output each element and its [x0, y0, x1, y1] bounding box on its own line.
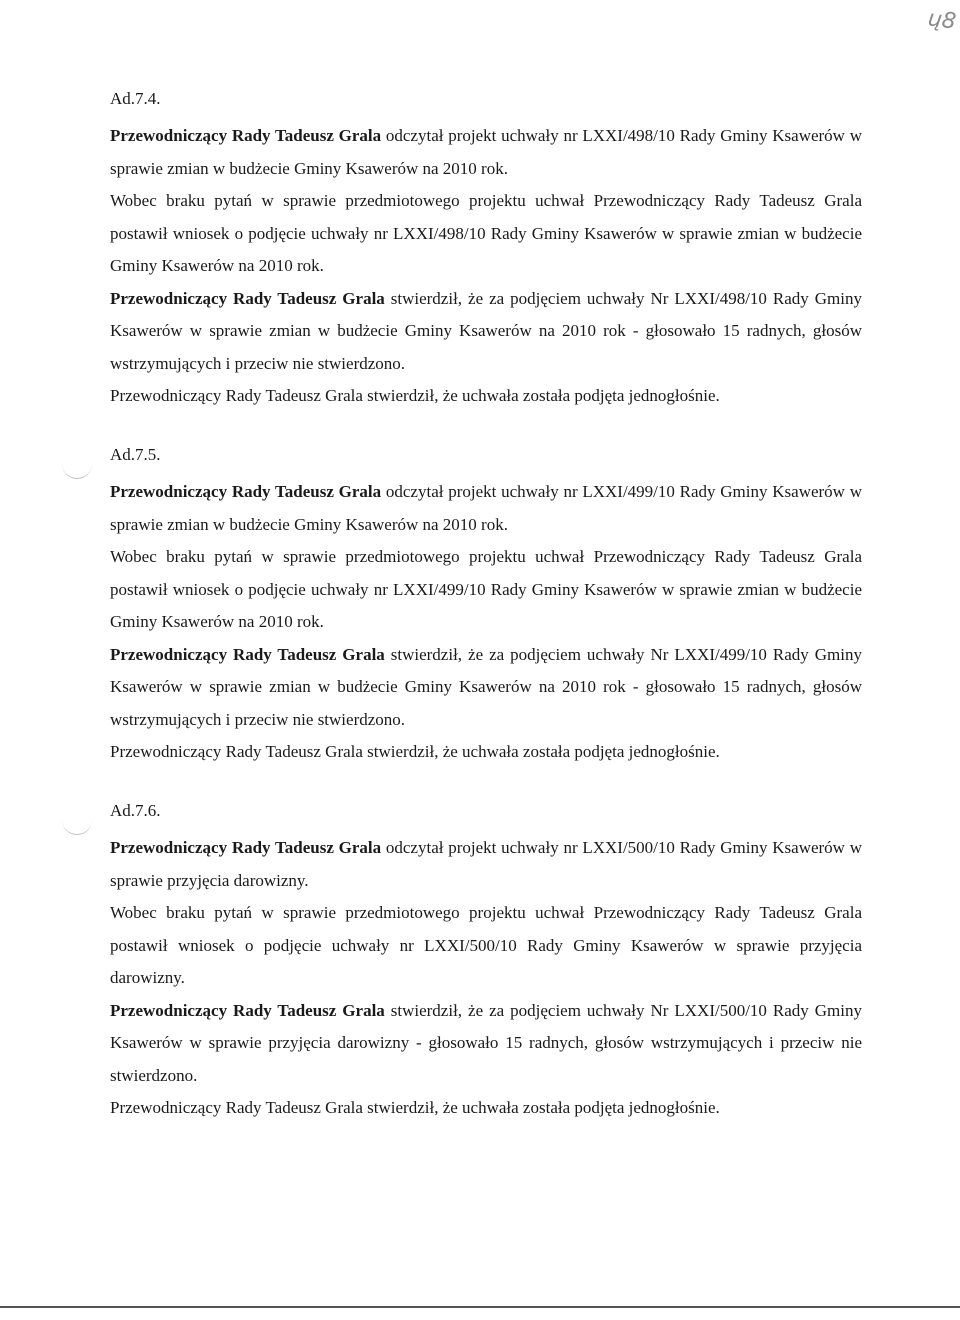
margin-mark	[62, 462, 92, 479]
paragraph-reading	[110, 120, 862, 185]
chairman-name: Przewodniczący Rady Tadeusz Grala	[110, 482, 382, 501]
paragraph-vote	[110, 995, 862, 1093]
paragraph-text: Wobec braku pytań w sprawie przedmiotowego projektu uchwał Przewodniczący Rady Tadeusz Grala postawił wniosek o podjęcie uchwały nr LXXI/500/10 Rady Gminy Ksawerów w sprawie przyjęcia darowizny.	[110, 903, 862, 987]
margin-mark	[62, 818, 92, 835]
section-heading: Ad.7.5.	[110, 445, 161, 464]
paragraph-text: Przewodniczący Rady Tadeusz Grala stwierdził, że uchwała została podjęta jednogłośnie.	[110, 742, 720, 761]
paragraph-text: stwierdził, że za podjęciem uchwały Nr LXXI/499/10 Rady Gminy Ksawerów w sprawie zmian w budżecie Gminy Ksawerów na 2010 rok - głosowało 15 radnych, głosów wstrzymujących i przeciw nie stwierdzono.	[110, 644, 862, 729]
section-ad-7-4	[110, 88, 862, 413]
paragraph-text: Wobec braku pytań w sprawie przedmiotowego projektu uchwał Przewodniczący Rady Tadeusz Grala postawił wniosek o podjęcie uchwały nr LXXI/499/10 Rady Gminy Ksawerów w sprawie zmian w budżecie Gminy Ksawerów na 2010 rok.	[110, 547, 862, 631]
paragraph-result	[110, 1092, 862, 1125]
paragraph-vote	[110, 639, 862, 737]
paragraph-motion	[110, 541, 862, 639]
section-ad-7-6	[110, 800, 862, 1125]
paragraph-motion	[110, 185, 862, 283]
paragraph-text: odczytał projekt uchwały nr LXXI/500/10 Rady Gminy Ksawerów w sprawie przyjęcia darowizny.	[110, 838, 862, 890]
paragraph-text: Przewodniczący Rady Tadeusz Grala stwierdził, że uchwała została podjęta jednogłośnie.	[110, 386, 720, 405]
paragraph-text: Wobec braku pytań w sprawie przedmiotowego projektu uchwał Przewodniczący Rady Tadeusz Grala postawił wniosek o podjęcie uchwały nr LXXI/498/10 Rady Gminy Ksawerów w sprawie zmian w budżecie Gminy Ksawerów na 2010 rok.	[110, 191, 862, 275]
section-heading: Ad.7.6.	[110, 801, 161, 820]
scan-edge-line	[0, 1306, 960, 1308]
section-ad-7-5	[110, 444, 862, 769]
paragraph-result	[110, 736, 862, 769]
paragraph-reading	[110, 476, 862, 541]
handwritten-page-number: ų8	[926, 6, 958, 35]
paragraph-text: odczytał projekt uchwały nr LXXI/499/10 Rady Gminy Ksawerów w sprawie zmian w budżecie Gminy Ksawerów na 2010 rok.	[110, 482, 862, 534]
paragraph-text: stwierdził, że za podjęciem uchwały Nr LXXI/498/10 Rady Gminy Ksawerów w sprawie zmian w budżecie Gminy Ksawerów na 2010 rok - głosowało 15 radnych, głosów wstrzymujących i przeciw nie stwierdzono.	[110, 288, 862, 373]
paragraph-vote	[110, 283, 862, 381]
chairman-name: Przewodniczący Rady Tadeusz Grala	[110, 644, 385, 664]
chairman-name: Przewodniczący Rady Tadeusz Grala	[110, 838, 382, 857]
paragraph-text: odczytał projekt uchwały nr LXXI/498/10 Rady Gminy Ksawerów w sprawie zmian w budżecie Gminy Ksawerów na 2010 rok.	[110, 126, 862, 178]
chairman-name: Przewodniczący Rady Tadeusz Grala	[110, 126, 382, 145]
chairman-name: Przewodniczący Rady Tadeusz Grala	[110, 1000, 385, 1020]
paragraph-text: stwierdził, że za podjęciem uchwały Nr LXXI/500/10 Rady Gminy Ksawerów w sprawie przyjęcia darowizny - głosowało 15 radnych, głosów wstrzymujących i przeciw nie stwierdzono.	[110, 1000, 862, 1085]
paragraph-motion	[110, 897, 862, 995]
paragraph-reading	[110, 832, 862, 897]
section-heading: Ad.7.4.	[110, 89, 161, 108]
chairman-name: Przewodniczący Rady Tadeusz Grala	[110, 288, 385, 308]
paragraph-result	[110, 380, 862, 413]
paragraph-text: Przewodniczący Rady Tadeusz Grala stwierdził, że uchwała została podjęta jednogłośnie.	[110, 1098, 720, 1117]
